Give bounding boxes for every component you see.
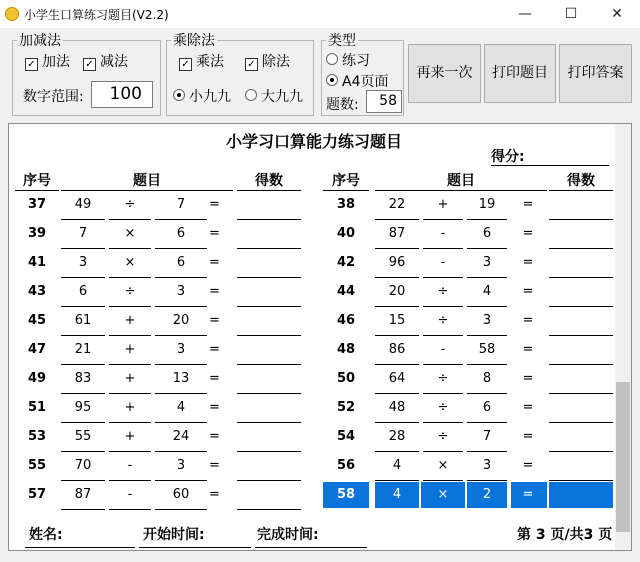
row-underline: [237, 364, 301, 365]
row-underline: [549, 422, 613, 423]
radio-empty-icon: [245, 89, 257, 101]
operand-b: 4: [482, 284, 492, 299]
a4-radio[interactable]: [326, 71, 388, 91]
operator: +: [124, 342, 136, 357]
minimize-button[interactable]: —: [518, 6, 532, 22]
equals-sign: =: [209, 342, 220, 357]
equals-sign: =: [522, 487, 534, 502]
operand-b: 60: [172, 487, 190, 502]
operand-a: 7: [78, 226, 88, 241]
operand-a: 22: [388, 197, 406, 212]
row-number: 43: [27, 284, 47, 299]
range-input[interactable]: 100: [91, 81, 153, 108]
addsub-group: [12, 33, 161, 116]
operand-a: 95: [74, 400, 92, 415]
equals-sign: =: [209, 400, 220, 415]
again-button[interactable]: 再来一次: [408, 44, 481, 103]
right-col-question: 题目: [447, 173, 475, 189]
operator: ÷: [437, 429, 449, 444]
sheet-title: 小学习口算能力练习题目: [225, 132, 402, 151]
operand-b: 3: [176, 342, 186, 357]
header-underline: [549, 190, 613, 191]
operand-b: 7: [482, 429, 492, 444]
row-number: 48: [336, 342, 356, 357]
operator: -: [440, 226, 446, 241]
operand-a: 4: [392, 458, 402, 473]
div-check-icon: ✓: [245, 58, 258, 71]
mul-check-icon: ✓: [179, 58, 192, 71]
operator: ÷: [124, 197, 136, 212]
row-number: 54: [336, 429, 356, 444]
big-table-label: 大九九: [261, 89, 303, 105]
operator: +: [437, 197, 449, 212]
equals-sign: =: [522, 400, 534, 415]
big-table-radio[interactable]: [245, 86, 303, 106]
row-number: 58: [336, 487, 356, 502]
row-underline: [549, 364, 613, 365]
operand-a: 4: [392, 487, 402, 502]
muldiv-group: [166, 33, 314, 116]
equals-sign: =: [209, 429, 220, 444]
operand-b: 6: [176, 226, 186, 241]
operator: -: [440, 255, 446, 270]
row-number: 40: [336, 226, 356, 241]
row-number: 41: [27, 255, 47, 270]
count-input[interactable]: 58: [366, 90, 402, 113]
row-number: 37: [27, 197, 47, 212]
equals-sign: =: [522, 284, 534, 299]
sub-check-icon: ✓: [83, 58, 96, 71]
range-label: 数字范围:: [23, 89, 84, 105]
score-label: 得分:: [491, 149, 525, 165]
equals-sign: =: [522, 255, 534, 270]
print-answers-button[interactable]: 打印答案: [559, 44, 632, 103]
radio-selected-icon: [173, 89, 185, 101]
operator: ÷: [437, 400, 449, 415]
operand-a: 86: [388, 342, 406, 357]
row-underline: [237, 306, 301, 307]
left-col-question: 题目: [133, 173, 161, 189]
operand-a: 28: [388, 429, 406, 444]
maximize-button[interactable]: ☐: [564, 6, 578, 22]
print-questions-button[interactable]: 打印题目: [484, 44, 556, 103]
equals-sign: =: [522, 342, 534, 357]
start-time-label: 开始时间:: [143, 527, 205, 543]
operator: +: [124, 313, 136, 328]
operand-a: 48: [388, 400, 406, 415]
equals-sign: =: [209, 284, 220, 299]
operand-b: 7: [176, 197, 186, 212]
operator: ÷: [437, 371, 449, 386]
operand-b: 3: [482, 458, 492, 473]
row-underline: [109, 509, 151, 510]
row-underline: [237, 451, 301, 452]
div-checkbox[interactable]: [245, 51, 290, 71]
equals-sign: =: [209, 197, 220, 212]
row-number: 45: [27, 313, 47, 328]
operand-a: 87: [74, 487, 92, 502]
highlight-cell: [549, 482, 613, 508]
name-label: 姓名:: [29, 527, 63, 543]
type-group: [321, 33, 404, 116]
equals-sign: =: [209, 313, 220, 328]
operator: ÷: [124, 284, 136, 299]
row-underline: [61, 509, 105, 510]
operator: +: [124, 400, 136, 415]
name-line: [25, 547, 135, 548]
count-label: 题数:: [326, 97, 359, 113]
row-underline: [155, 509, 207, 510]
operand-a: 70: [74, 458, 92, 473]
page-info: 第 3 页/共3 页: [517, 527, 613, 543]
vertical-scrollbar[interactable]: [615, 124, 631, 550]
row-underline: [549, 306, 613, 307]
row-number: 38: [336, 197, 356, 212]
equals-sign: =: [209, 371, 220, 386]
app-icon: [5, 7, 19, 21]
row-number: 47: [27, 342, 47, 357]
add-label: 加法: [42, 54, 70, 70]
operand-a: 61: [74, 313, 92, 328]
a4-label: A4页面: [342, 74, 389, 90]
row-number: 51: [27, 400, 47, 415]
equals-sign: =: [209, 458, 220, 473]
row-underline: [549, 248, 613, 249]
equals-sign: =: [522, 429, 534, 444]
left-col-no: 序号: [23, 173, 51, 189]
row-underline: [237, 393, 301, 394]
operand-b: 58: [478, 342, 496, 357]
row-underline: [237, 422, 301, 423]
header-underline: [237, 190, 301, 191]
operand-a: 83: [74, 371, 92, 386]
row-underline: [237, 335, 301, 336]
div-label: 除法: [262, 54, 290, 70]
row-underline: [237, 248, 301, 249]
operand-b: 6: [482, 400, 492, 415]
operator: ×: [124, 255, 136, 270]
operand-a: 49: [74, 197, 92, 212]
operator: +: [124, 371, 136, 386]
end-time-label: 完成时间:: [257, 527, 319, 543]
practice-radio[interactable]: [326, 50, 370, 70]
equals-sign: =: [522, 313, 534, 328]
operator: ×: [437, 458, 449, 473]
operator: ×: [124, 226, 136, 241]
row-underline: [549, 480, 613, 481]
worksheet-preview[interactable]: [8, 123, 632, 551]
operand-a: 21: [74, 342, 92, 357]
muldiv-group-title: 乘除法: [171, 30, 217, 50]
equals-sign: =: [209, 255, 220, 270]
operand-b: 3: [482, 255, 492, 270]
row-number: 56: [336, 458, 356, 473]
operand-b: 19: [478, 197, 496, 212]
operator: +: [124, 429, 136, 444]
row-underline: [237, 509, 301, 510]
operator: ÷: [437, 313, 449, 328]
sub-checkbox[interactable]: [83, 51, 128, 71]
operand-b: 3: [482, 313, 492, 328]
operand-a: 87: [388, 226, 406, 241]
operator: -: [127, 458, 133, 473]
row-number: 44: [336, 284, 356, 299]
equals-sign: =: [209, 487, 220, 502]
addsub-group-title: 加减法: [17, 30, 63, 50]
add-check-icon: ✓: [25, 58, 38, 71]
row-underline: [237, 277, 301, 278]
practice-label: 练习: [342, 53, 370, 69]
sub-label: 减法: [100, 54, 128, 70]
row-number: 57: [27, 487, 47, 502]
row-number: 42: [336, 255, 356, 270]
window-title: 小学生口算练习题目(V2.2): [24, 8, 169, 22]
operand-b: 6: [176, 255, 186, 270]
title-bar: [0, 0, 640, 28]
score-line: [491, 165, 609, 166]
operand-a: 55: [74, 429, 92, 444]
row-underline: [549, 277, 613, 278]
equals-sign: =: [522, 458, 534, 473]
operand-a: 6: [78, 284, 88, 299]
radio-selected-icon: [326, 74, 338, 86]
row-number: 50: [336, 371, 356, 386]
operand-b: 2: [482, 487, 492, 502]
left-col-score: 得数: [255, 173, 283, 189]
mul-checkbox[interactable]: [179, 51, 224, 71]
operand-b: 3: [176, 458, 186, 473]
operand-a: 15: [388, 313, 406, 328]
operand-a: 64: [388, 371, 406, 386]
start-time-line: [139, 547, 251, 548]
operand-a: 3: [78, 255, 88, 270]
add-checkbox[interactable]: [25, 51, 70, 71]
operator: -: [440, 342, 446, 357]
row-underline: [549, 219, 613, 220]
operand-b: 13: [172, 371, 190, 386]
row-number: 49: [27, 371, 47, 386]
row-number: 46: [336, 313, 356, 328]
row-number: 39: [27, 226, 47, 241]
operand-a: 96: [388, 255, 406, 270]
right-col-no: 序号: [332, 173, 360, 189]
operand-a: 20: [388, 284, 406, 299]
row-number: 55: [27, 458, 47, 473]
row-number: 53: [27, 429, 47, 444]
right-col-score: 得数: [567, 173, 595, 189]
row-underline: [237, 480, 301, 481]
operand-b: 4: [176, 400, 186, 415]
row-underline: [237, 219, 301, 220]
equals-sign: =: [522, 371, 534, 386]
mul-label: 乘法: [196, 54, 224, 70]
small-table-label: 小九九: [189, 89, 231, 105]
operand-b: 20: [172, 313, 190, 328]
close-button[interactable]: ✕: [611, 6, 623, 22]
row-underline: [549, 335, 613, 336]
scrollbar-thumb[interactable]: [616, 382, 630, 532]
operand-b: 3: [176, 284, 186, 299]
type-group-title: 类型: [326, 30, 358, 50]
row-number: 52: [336, 400, 356, 415]
end-time-line: [255, 547, 367, 548]
small-table-radio[interactable]: [173, 86, 231, 106]
radio-empty-icon: [326, 53, 338, 65]
operator: -: [127, 487, 133, 502]
operand-b: 24: [172, 429, 190, 444]
equals-sign: =: [209, 226, 220, 241]
operand-b: 8: [482, 371, 492, 386]
row-underline: [549, 393, 613, 394]
operator: ×: [437, 487, 449, 502]
equals-sign: =: [522, 226, 534, 241]
operand-b: 6: [482, 226, 492, 241]
row-underline: [549, 451, 613, 452]
equals-sign: =: [522, 197, 534, 212]
operator: ÷: [437, 284, 449, 299]
